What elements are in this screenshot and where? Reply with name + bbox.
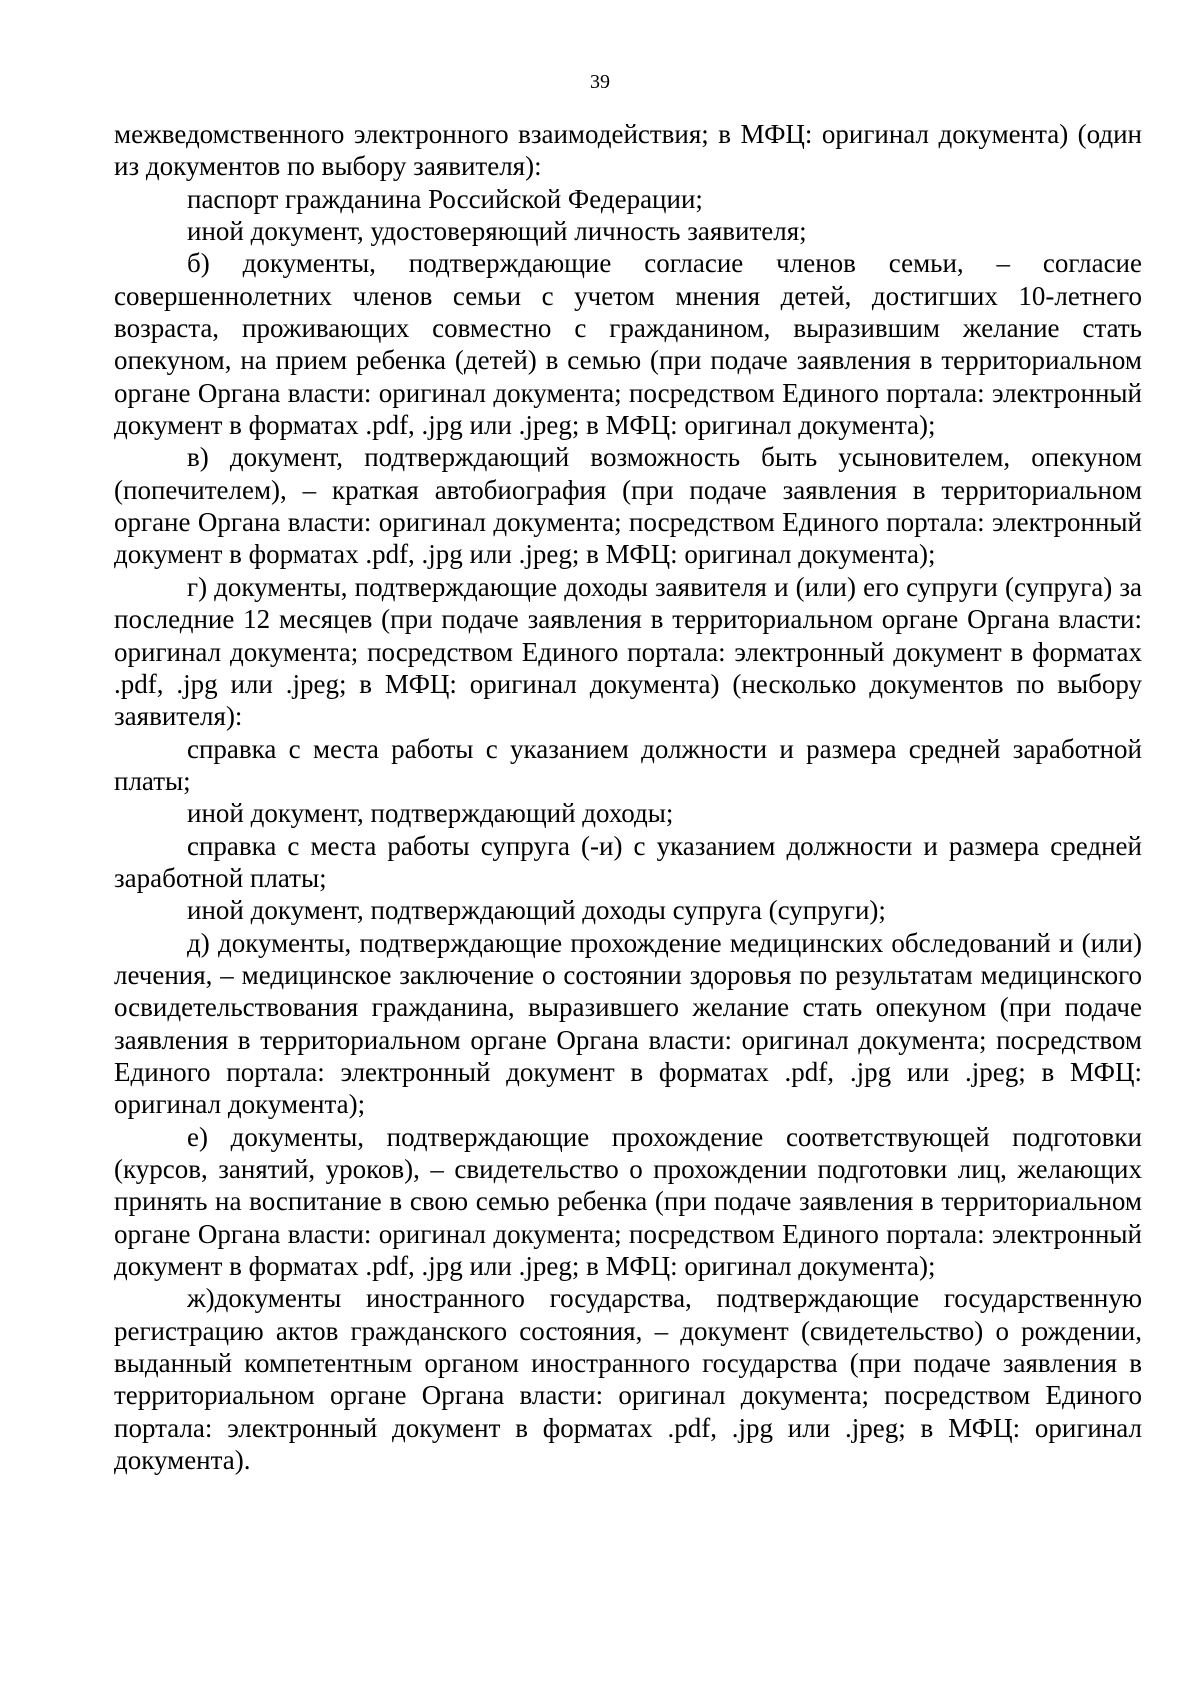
paragraph-item-zh: ж)документы иностранного государства, подтверждающие государственную регистрацию актов гражданского состояния, – документ (свидетельство) о рождении, выданный компетентным органом иностранного государства (при подаче заявления в территориальном органе Органа власти: оригинал документа; посредством Единого портала: электронный документ в форматах .pdf, .jpg или .jpeg; в МФЦ: оригинал документа).: [114, 1283, 1142, 1476]
paragraph-item-g: г) документы, подтверждающие доходы заявителя и (или) его супруги (супруга) за последние 12 месяцев (при подаче заявления в территориальном органе Органа власти: оригинал документа; посредством Единого портала: электронный документ в форматах .pdf, .jpg или .jpeg; в МФЦ: оригинал документа) (несколько документов по выбору заявителя):: [114, 571, 1142, 732]
paragraph-item-b: б) документы, подтверждающие согласие членов семьи, – согласие совершеннолетних членов семьи с учетом мнения детей, достигших 10-летнего возраста, проживающих совместно с гражданином, выразившим желание стать опекуном, на прием ребенка (детей) в семью (при подаче заявления в территориальном органе Органа власти: оригинал документа; посредством Единого портала: электронный документ в форматах .pdf, .jpg или .jpeg; в МФЦ: оригинал документа);: [114, 248, 1142, 441]
paragraph-item-e: е) документы, подтверждающие прохождение соответствующей подготовки (курсов, занятий, уроков), – свидетельство о прохождении подготовки лиц, желающих принять на воспитание в свою семью ребенка (при подаче заявления в территориальном органе Органа власти: оригинал документа; посредством Единого портала: электронный документ в форматах .pdf, .jpg или .jpeg; в МФЦ: оригинал документа);: [114, 1121, 1142, 1282]
paragraph-spouse-work-certificate: справка с места работы супруга (-и) с указанием должности и размера средней заработной платы;: [114, 830, 1142, 893]
paragraph-continuation: межведомственного электронного взаимодействия; в МФЦ: оригинал документа) (один из документов по выбору заявителя):: [114, 119, 1142, 182]
paragraph-item-v: в) документ, подтверждающий возможность быть усыновителем, опекуном (попечителем), – краткая автобиография (при подаче заявления в территориальном органе Органа власти: оригинал документа; посредством Единого портала: электронный документ в форматах .pdf, .jpg или .jpeg; в МФЦ: оригинал документа);: [114, 442, 1142, 570]
paragraph-identity-document: иной документ, удостоверяющий личность заявителя;: [187, 216, 807, 247]
paragraph-item-d: д) документы, подтверждающие прохождение медицинских обследований и (или) лечения, – медицинское заключение о состоянии здоровья по результатам медицинского освидетельствования гражданина, выразившего желание стать опекуном (при подаче заявления в территориальном органе Органа власти: оригинал документа; посредством Единого портала: электронный документ в форматах .pdf, .jpg или .jpeg; в МФЦ: оригинал документа);: [114, 927, 1142, 1120]
paragraph-passport: паспорт гражданина Российской Федерации;: [187, 183, 703, 214]
paragraph-work-certificate: справка с места работы с указанием должности и размера средней заработной платы;: [114, 733, 1142, 796]
document-body: [114, 118, 1142, 1476]
page-number: 39: [590, 71, 610, 93]
paragraph-income-document: иной документ, подтверждающий доходы;: [187, 798, 674, 829]
paragraph-spouse-income-document: иной документ, подтверждающий доходы супруга (супруги);: [187, 895, 886, 926]
